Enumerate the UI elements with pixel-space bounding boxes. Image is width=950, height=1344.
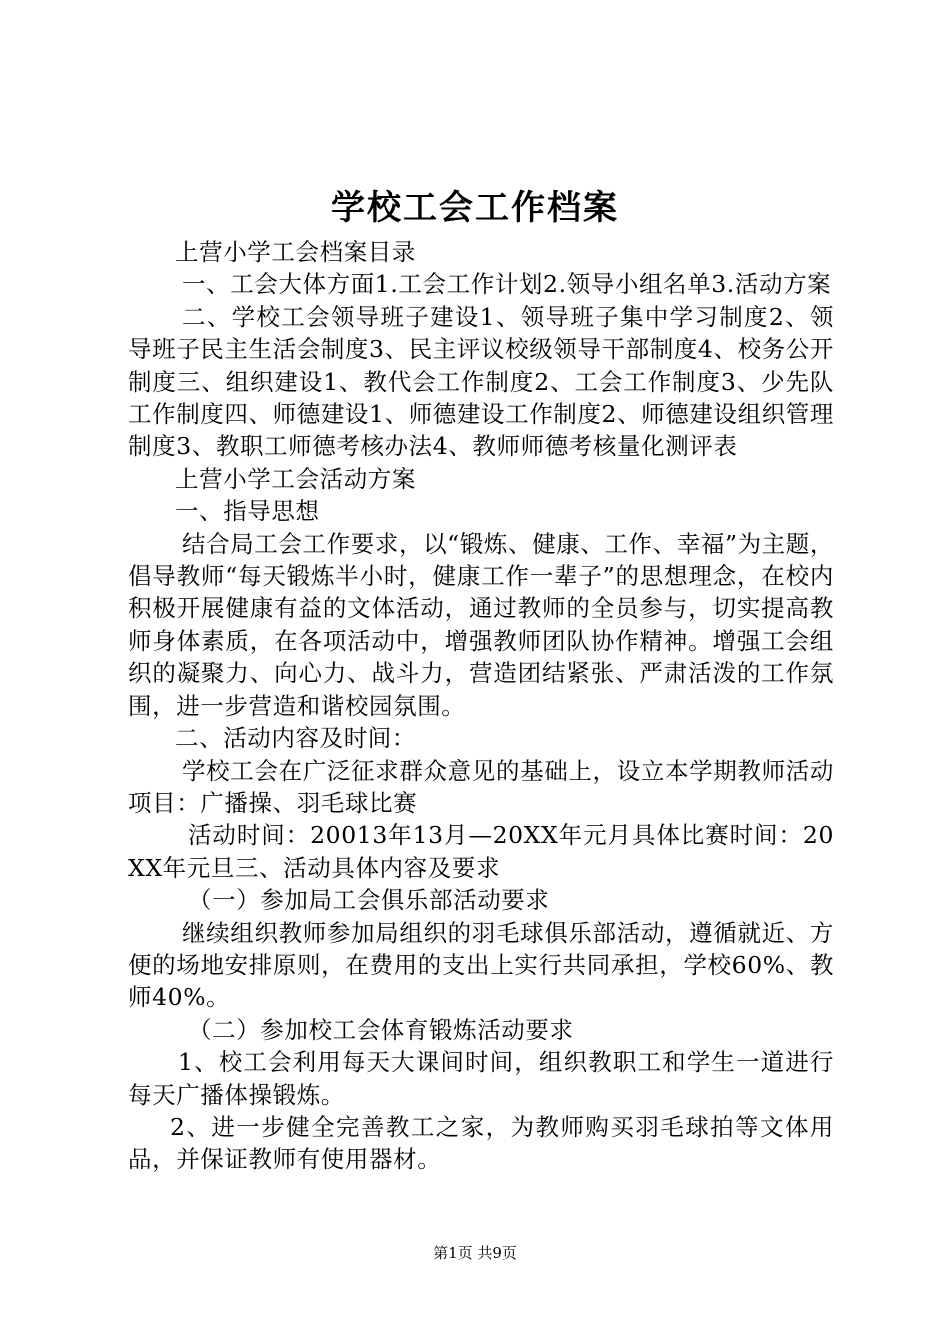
paragraph-item-two: 2、进一步健全完善教工之家，为教师购买羽毛球拍等文体用品，并保证教师有使用器材。 — [128, 1112, 834, 1174]
paragraph-subsection-one-heading: （一）参加局工会俱乐部活动要求 — [188, 886, 550, 915]
paragraph-activity-plan-heading: 上营小学工会活动方案 — [175, 464, 416, 493]
paragraph-item-one: 1、校工会利用每天大课间时间，组织教职工和学生一道进行每天广播体操锻炼。 — [128, 1048, 834, 1109]
document-title: 学校工会工作档案 — [331, 188, 619, 228]
paragraph-subsection-two-heading: （二）参加校工会体育锻炼活动要求 — [188, 1015, 574, 1044]
document-body — [128, 236, 834, 1176]
paragraph-archive-catalog-heading: 上营小学工会档案目录 — [175, 238, 416, 266]
paragraph-subsection-one-body: 继续组织教师参加局组织的羽毛球俱乐部活动，遵循就近、方便的场地安排原则，在费用的支出上实行共同承担，学校60%、教师40%。 — [128, 918, 834, 1012]
paragraph-activity-content-heading: 二、活动内容及时间： — [175, 724, 416, 753]
paragraph-guiding-thought-heading: 一、指导思想 — [175, 497, 320, 526]
paragraph-activity-content-body: 学校工会在广泛征求群众意见的基础上，设立本学期教师活动项目：广播操、羽毛球比赛 — [128, 756, 834, 817]
page-number-footer: 第1页 共9页 — [433, 1244, 517, 1262]
paragraph-guiding-thought-body: 结合局工会工作要求，以“锻炼、健康、工作、幸福”为主题，倡导教师“每天锻炼半小时，健康工作一辈子”的思想理念，在校内积极开展健康有益的文体活动，通过教师的全员参与，切实提高教师身体素质，在各项活动中，增强教师团队协作精神。增强工会组织的凝聚力、向心力、战斗力，营造团结紧张、严肃活泼的工作氛围，进一步营造和谐校园氛围。 — [128, 529, 834, 720]
paragraph-section-one-general: 一、工会大体方面1.工会工作计划2.领导小组名单3.活动方案 — [182, 270, 832, 299]
paragraph-section-two-leadership: 二、学校工会领导班子建设1、领导班子集中学习制度2、领导班子民主生活会制度3、民主评议校级领导干部制度4、校务公开制度三、组织建设1、教代会工作制度2、工会工作制度3、少先队工作制度四、师德建设1、师德建设工作制度2、师德建设组织管理制度3、教职工师德考核办法4、教师师德考核量化测评表 — [128, 302, 834, 461]
paragraph-activity-time: 活动时间：20013年13月—20XX年元月具体比赛时间：20XX年元旦三、活动具体内容及要求 — [128, 821, 834, 882]
